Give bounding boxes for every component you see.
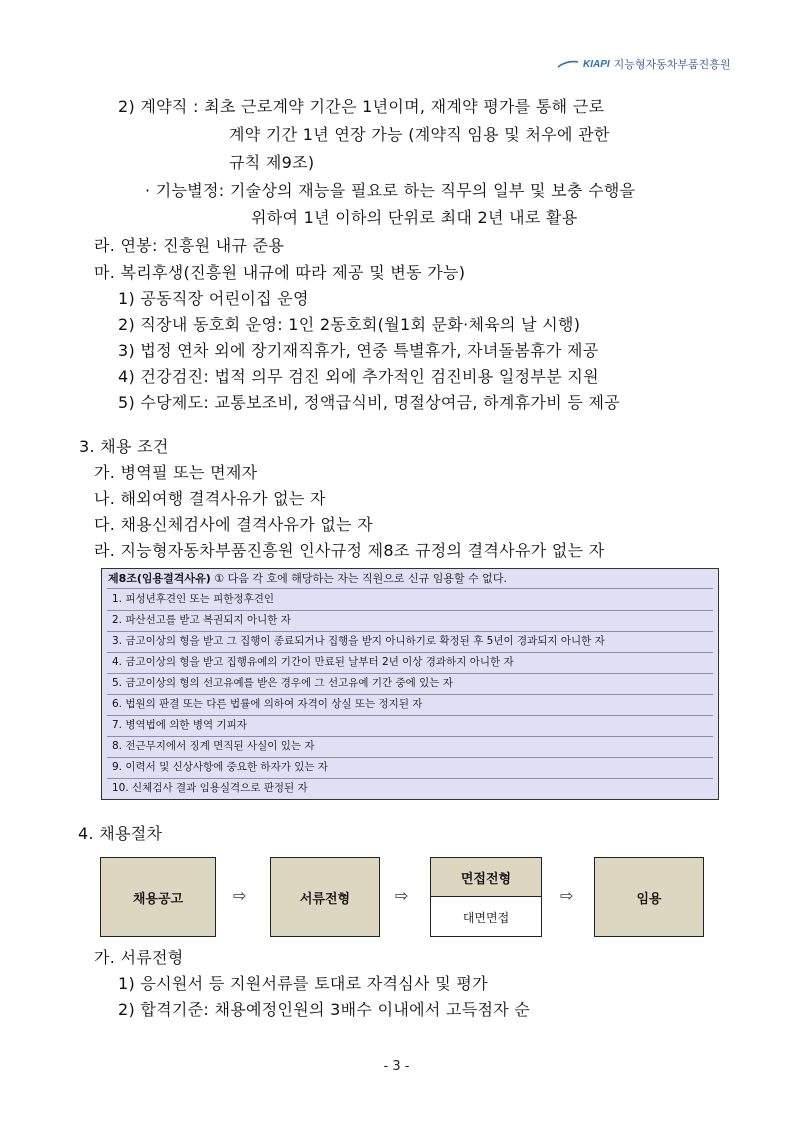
arrow-right-icon: ⇨: [560, 886, 574, 905]
disqualification-rules-box: [101, 568, 719, 800]
procedure-title: 4. 채용절차: [78, 824, 163, 843]
rule-item: 5. 금고이상의 형의 선고유예를 받은 경우에 그 선고유예 기간 중에 있는 자: [112, 677, 453, 689]
rule-divider: [107, 631, 713, 632]
step-document-screening: [270, 857, 380, 937]
contract-line-3: 규칙 제9조): [229, 153, 315, 172]
logo-mark: KIAPI: [583, 58, 610, 70]
screening-title: 가. 서류전형: [94, 948, 184, 967]
swoosh-icon: [557, 60, 579, 68]
org-name: 지능형자동차부품진흥원: [613, 58, 731, 71]
rule-divider: [107, 588, 713, 589]
step-sublabel: 대면면접: [462, 910, 510, 925]
rule-divider: [107, 736, 713, 737]
arrow-right-icon: ⇨: [395, 886, 409, 905]
rule-item: 3. 금고이상의 형을 받고 그 집행이 종료되거나 집행을 받지 아니하기로 확정된 후 5년이 경과되지 아니한 자: [112, 635, 605, 647]
rule-item: 8. 전근무지에서 징계 면직된 사실이 있는 자: [112, 740, 315, 752]
rule-divider: [107, 778, 713, 779]
welfare-item: 2) 직장내 동호회 운영: 1인 2동호회(월1회 문화·체육의 날 시행): [118, 315, 581, 334]
rule-divider: [107, 673, 713, 674]
rule-divider: [107, 694, 713, 695]
arrow-right-icon: ⇨: [233, 886, 247, 905]
skill-line-2: 위하여 1년 이하의 단위로 최대 2년 내로 활용: [251, 208, 578, 227]
contract-line-1: 2) 계약직 : 최초 근로계약 기간은 1년이며, 재계약 평가를 통해 근로: [118, 97, 605, 116]
page-number: - 3 -: [383, 1059, 410, 1074]
skill-line-1: · 기능별정: 기술상의 재능을 필요로 하는 직무의 일부 및 보충 수행을: [145, 181, 636, 200]
step-interview: [430, 857, 542, 937]
welfare-title: 마. 복리후생(진흥원 내규에 따라 제공 및 변동 가능): [94, 263, 466, 282]
contract-line-2: 계약 기간 1년 연장 가능 (계약직 임용 및 처우에 관한: [229, 125, 610, 144]
salary-line: 라. 연봉: 진흥원 내규 준용: [94, 236, 285, 255]
condition-item: 가. 병역필 또는 면제자: [94, 463, 258, 482]
rules-heading: [108, 572, 507, 586]
rule-item: 7. 병역법에 의한 병역 기피자: [112, 719, 247, 731]
rule-item: 6. 법원의 판결 또는 다른 법률에 의하여 자격이 상실 또는 정지된 자: [112, 698, 423, 710]
rule-divider: [107, 757, 713, 758]
conditions-title: 3. 채용 조건: [79, 437, 169, 456]
step-announcement: [100, 857, 216, 937]
rule-item: 9. 이력서 및 신상사항에 중요한 하자가 있는 자: [112, 761, 328, 773]
rule-item: 4. 금고이상의 형을 받고 집행유예의 기간이 만료된 날부터 2년 이상 경과하지 아니한 자: [112, 656, 514, 668]
rule-item: 2. 파산선고를 받고 복권되지 아니한 자: [112, 614, 291, 626]
rules-heading-text: ① 다음 각 호에 해당하는 자는 직원으로 신규 임용할 수 없다.: [210, 572, 507, 585]
rule-divider: [107, 652, 713, 653]
rules-heading-article: 제8조(임용결격사유): [108, 572, 211, 585]
condition-item: 라. 지능형자동차부품진흥원 인사규정 제8조 규정의 결격사유가 없는 자: [94, 541, 605, 560]
condition-item: 다. 채용신체검사에 결격사유가 없는 자: [94, 515, 374, 534]
welfare-item: 3) 법정 연차 외에 장기재직휴가, 연중 특별휴가, 자녀돌봄휴가 제공: [118, 341, 599, 360]
screening-item: 1) 응시원서 등 지원서류를 토대로 자격심사 및 평가: [118, 974, 488, 993]
step-appointment: [594, 857, 704, 937]
condition-item: 나. 해외여행 결격사유가 없는 자: [94, 489, 326, 508]
org-logo: [557, 56, 731, 72]
step-label: 채용공고: [132, 891, 184, 907]
welfare-item: 5) 수당제도: 교통보조비, 정액급식비, 명절상여금, 하계휴가비 등 제공: [118, 393, 620, 412]
rule-item: 1. 피성년후견인 또는 피한정후견인: [112, 593, 275, 605]
rule-divider: [107, 610, 713, 611]
welfare-item: 4) 건강검진: 법적 의무 검진 외에 추가적인 검진비용 일정부분 지원: [118, 367, 599, 386]
screening-item: 2) 합격기준: 채용예정인원의 3배수 이내에서 고득점자 순: [118, 1000, 531, 1019]
step-label: 서류전형: [299, 891, 351, 907]
step-label: 임용: [636, 891, 662, 907]
step-label: 면접전형: [431, 858, 541, 897]
rule-item: 10. 신체검사 결과 임용실격으로 판정된 자: [112, 782, 308, 794]
rule-divider: [107, 715, 713, 716]
welfare-item: 1) 공동직장 어린이집 운영: [118, 289, 309, 308]
